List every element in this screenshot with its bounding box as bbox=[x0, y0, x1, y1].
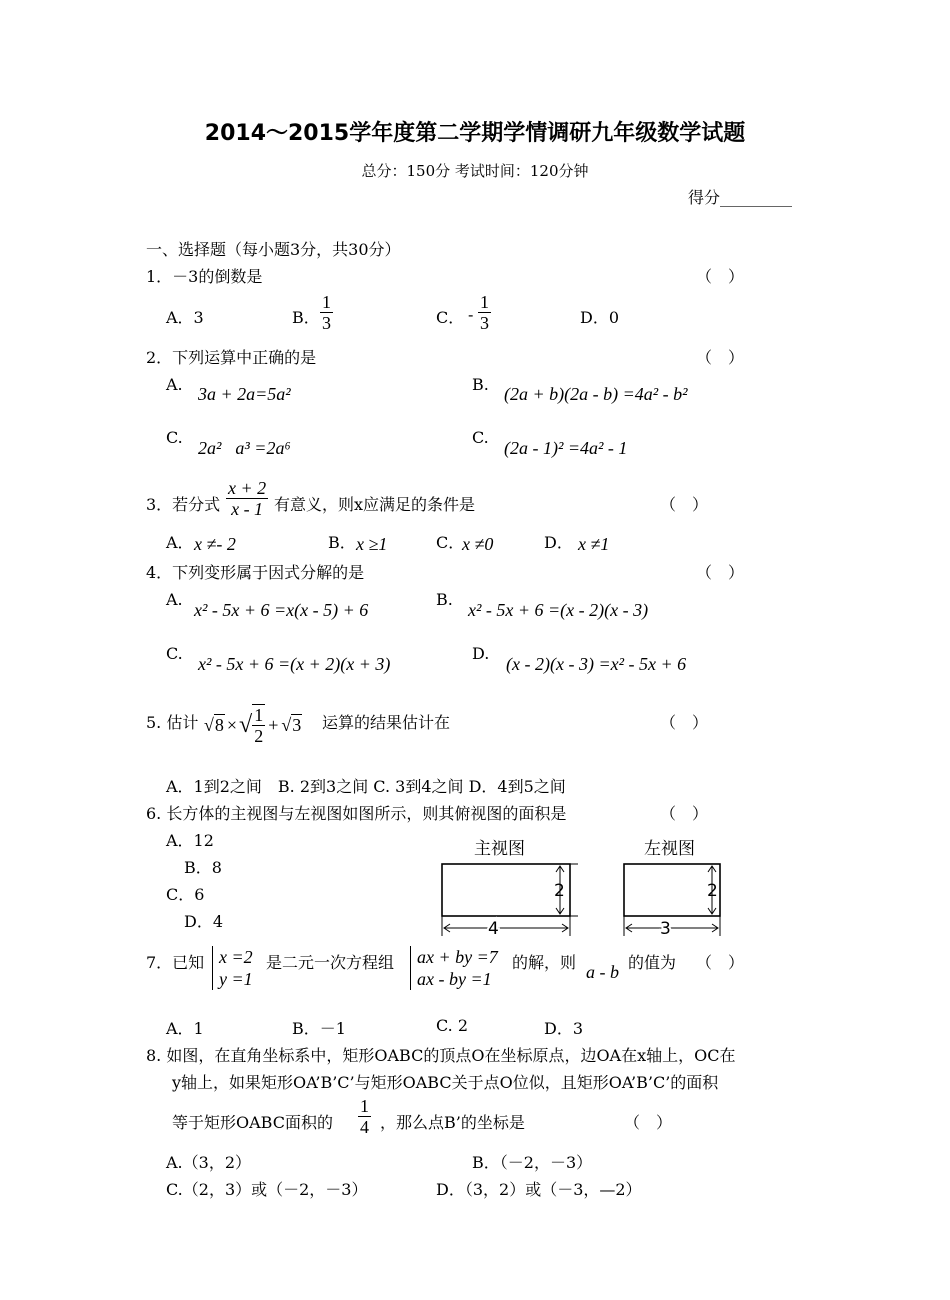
q7-sys1-line1: x =2 bbox=[219, 947, 253, 967]
q4-a-expr: x² - 5x + 6 =x(x - 5) + 6 bbox=[194, 600, 369, 620]
q3-num: x + 2 bbox=[228, 478, 267, 498]
q3-a-expr: x ≠- 2 bbox=[194, 534, 236, 554]
page-title: 2014～2015学年度第二学期学情调研九年级数学试题 bbox=[204, 121, 746, 146]
q7-sys2-line2: ax - by =1 bbox=[417, 969, 492, 989]
q4-stem: 4．下列变形属于因式分解的是 bbox=[146, 563, 365, 582]
q1-c-minus: - bbox=[468, 305, 474, 324]
q8-option-d: D．（3，2）或（－3，—2） bbox=[436, 1180, 642, 1199]
front-width-label: 4 bbox=[488, 919, 499, 939]
q3-stem-pre: 3．若分式 bbox=[146, 495, 221, 514]
q8-line3-pre: 等于矩形OABC面积的 bbox=[172, 1113, 333, 1132]
q2-stem: 2．下列运算中正确的是 bbox=[146, 348, 317, 367]
q6-stem: 6. 长方体的主视图与左视图如图所示，则其俯视图的面积是 bbox=[146, 804, 567, 823]
q6-option-b: B．8 bbox=[184, 858, 222, 877]
q3-option-d: D． bbox=[544, 533, 573, 552]
q8-fraction bbox=[358, 1096, 371, 1137]
q6-option-a: A．12 bbox=[166, 831, 214, 850]
q1-c-num: 1 bbox=[480, 292, 489, 312]
left-width-label: 3 bbox=[660, 919, 671, 939]
q1-b-fraction bbox=[320, 292, 333, 333]
front-view-rect bbox=[442, 864, 570, 916]
q4-b-expr: x² - 5x + 6 =(x - 2)(x - 3) bbox=[468, 600, 649, 620]
q1-option-d: D．0 bbox=[580, 308, 620, 327]
q3-option-b: B． bbox=[328, 533, 356, 552]
q1-option-a: A．3 bbox=[166, 308, 204, 327]
q3-option-a: A． bbox=[166, 533, 194, 552]
q4-option-b: B. bbox=[436, 590, 453, 609]
q1-option-c: C． bbox=[436, 308, 465, 327]
q7-option-a: A．1 bbox=[166, 1019, 204, 1038]
q4-answer-paren: （ ） bbox=[696, 563, 745, 582]
q5-times: × bbox=[226, 714, 238, 735]
q3-b-expr: x ≥1 bbox=[356, 534, 388, 554]
q5-root8: 8 bbox=[214, 715, 224, 735]
q8-line2: y轴上，如果矩形OA’B’C’与矩形OABC关于点O位似，且矩形OA’B’C’的面积 bbox=[172, 1073, 719, 1092]
q3-c-expr: x ≠0 bbox=[462, 534, 494, 554]
front-height-label: 2 bbox=[554, 881, 565, 901]
q7-expr: a - b bbox=[586, 962, 619, 982]
q8-line1: 8. 如图，在直角坐标系中，矩形OABC的顶点O在坐标原点，边OA在x轴上，OC在 bbox=[146, 1046, 736, 1065]
q4-option-d: D. bbox=[472, 644, 490, 663]
q4-d-expr: (x - 2)(x - 3) =x² - 5x + 6 bbox=[506, 654, 687, 674]
q6-views-figure bbox=[430, 830, 730, 945]
q5-stem-post: 运算的结果估计在 bbox=[322, 713, 451, 732]
q7-option-c: C. 2 bbox=[436, 1016, 469, 1035]
q2-option-d: C. bbox=[472, 428, 489, 447]
q5-half-den: 2 bbox=[254, 726, 264, 746]
q1-b-den: 3 bbox=[322, 313, 331, 333]
q5-options: A．1到2之间 B. 2到3之间 C. 3到4之间 D．4到5之间 bbox=[166, 777, 566, 796]
q7-system-1 bbox=[212, 946, 253, 990]
q2-option-c: C. bbox=[166, 428, 183, 447]
q1-option-b: B． bbox=[292, 308, 320, 327]
q8-line3-post: ，那么点B’的坐标是 bbox=[380, 1113, 525, 1132]
q5-half bbox=[252, 704, 265, 746]
q3-stem-post: 有意义，则x应满足的条件是 bbox=[274, 495, 476, 514]
q2-answer-paren: （ ） bbox=[696, 348, 745, 367]
q6-option-c: C．6 bbox=[166, 885, 205, 904]
section-heading: 一、选择题（每小题3分，共30分） bbox=[146, 240, 401, 259]
q7-stem-mid: 是二元一次方程组 bbox=[266, 953, 395, 972]
q8-num: 1 bbox=[360, 1096, 369, 1116]
q4-option-c: C. bbox=[166, 644, 183, 663]
q7-stem-post: 的解，则 bbox=[512, 953, 577, 972]
q7-stem-end: 的值为 bbox=[628, 953, 677, 972]
q3-option-c: C． bbox=[436, 533, 465, 552]
q7-option-b: B．－1 bbox=[292, 1019, 346, 1038]
q5-root3: 3 bbox=[292, 715, 302, 735]
q7-option-d: D．3 bbox=[544, 1019, 584, 1038]
front-view-label: 主视图 bbox=[474, 839, 525, 859]
q6-answer-paren: （ ） bbox=[660, 804, 709, 823]
q1-b-num: 1 bbox=[322, 292, 331, 312]
score-field: 得分_________ bbox=[688, 188, 793, 207]
q1-c-den: 3 bbox=[480, 313, 489, 333]
q2-option-b: B. bbox=[472, 375, 489, 394]
q3-fraction bbox=[226, 478, 268, 519]
q8-den: 4 bbox=[360, 1117, 369, 1137]
q3-d-expr: x ≠1 bbox=[578, 534, 610, 554]
q2-c-expr: 2a²⃞a³ =2a⁶ bbox=[198, 438, 291, 458]
q2-a-expr: 3a + 2a=5a² bbox=[198, 384, 291, 404]
left-view-label: 左视图 bbox=[644, 839, 695, 859]
q4-c-expr: x² - 5x + 6 =(x + 2)(x + 3) bbox=[198, 654, 391, 674]
q7-system-2 bbox=[410, 946, 498, 990]
q5-stem-pre: 5. 估计 bbox=[146, 713, 199, 732]
q8-answer-paren: （ ） bbox=[624, 1113, 673, 1132]
q3-den: x - 1 bbox=[231, 499, 264, 519]
q5-expression: √8 ×√ $\frac{1}{2}$ + √3 bbox=[204, 705, 302, 746]
q8-option-a: A.（3，2） bbox=[166, 1153, 252, 1172]
q6-option-d: D．4 bbox=[184, 912, 224, 931]
q5-half-num: 1 bbox=[254, 705, 264, 725]
q2-d-expr: (2a - 1)² =4a² - 1 bbox=[504, 438, 628, 458]
left-view-rect bbox=[624, 864, 720, 916]
q1-c-fraction bbox=[478, 292, 491, 333]
q7-sys1-line2: y =1 bbox=[219, 969, 253, 989]
q5-plus: + bbox=[268, 714, 279, 735]
q4-option-a: A. bbox=[166, 590, 183, 609]
q1-answer-paren: （ ） bbox=[696, 267, 745, 286]
q3-answer-paren: （ ） bbox=[660, 495, 709, 514]
q8-option-c: C.（2，3）或（－2，－3） bbox=[166, 1180, 368, 1199]
left-height-label: 2 bbox=[707, 881, 718, 901]
q7-answer-paren: （ ） bbox=[696, 953, 745, 972]
q5-answer-paren: （ ） bbox=[660, 713, 709, 732]
q7-stem-pre: 7．已知 bbox=[146, 953, 205, 972]
q8-option-b: B．（－2，－3） bbox=[472, 1153, 593, 1172]
q1-stem: 1．－3的倒数是 bbox=[146, 267, 263, 286]
q2-option-a: A. bbox=[166, 375, 183, 394]
exam-info: 总分：150分 考试时间：120分钟 bbox=[361, 162, 589, 180]
q2-b-expr: (2a + b)(2a - b) =4a² - b² bbox=[504, 384, 688, 404]
q7-sys2-line1: ax + by =7 bbox=[417, 947, 498, 967]
